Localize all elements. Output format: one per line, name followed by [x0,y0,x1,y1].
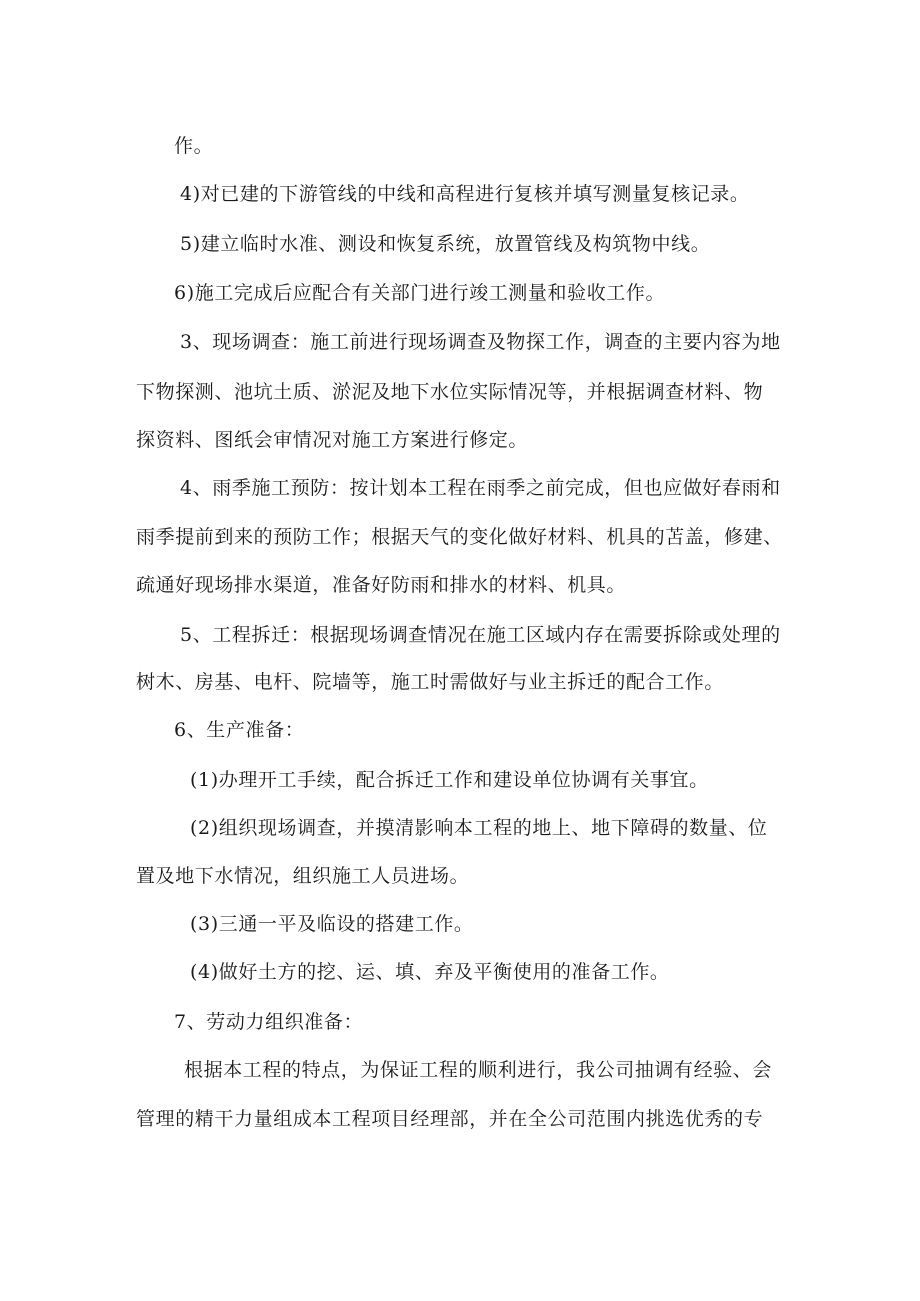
text-line-1: 作。 [174,135,214,157]
text-line-8: 4、雨季施工预防：按计划本工程在雨季之前完成，但也应做好春雨和 [180,477,781,499]
text-line-14: (1)办理开工手续，配合拆迁工作和建设单位协调有关事宜。 [190,769,709,791]
text-line-10: 疏通好现场排水渠道，准备好防雨和排水的材料、机具。 [136,574,627,596]
text-line-17: (3)三通一平及临设的搭建工作。 [190,913,474,935]
text-line-18: (4)做好土方的挖、运、填、弃及平衡使用的准备工作。 [190,961,670,983]
text-line-20: 根据本工程的特点，为保证工程的顺利进行，我公司抽调有经验、会 [184,1059,773,1081]
text-line-13: 6、生产准备： [174,719,305,741]
text-line-6: 下物探测、池坑土质、淤泥及地下水位实际情况等，并根据调查材料、物 [136,381,764,403]
text-line-9: 雨季提前到来的预防工作；根据天气的变化做好材料、机具的苫盖，修建、 [136,526,783,548]
text-line-4: 6)施工完成后应配合有关部门进行竣工测量和验收工作。 [174,282,666,304]
text-line-12: 树木、房基、电杆、院墙等，施工时需做好与业主拆迁的配合工作。 [136,671,725,693]
text-line-11: 5、工程拆迁：根据现场调查情况在施工区域内存在需要拆除或处理的 [180,624,781,646]
text-line-19: 7、劳动力组织准备： [174,1011,364,1033]
text-line-5: 3、现场调查：施工前进行现场调查及物探工作，调查的主要内容为地 [180,331,781,353]
text-line-2: 4)对已建的下游管线的中线和高程进行复核并填写测量复核记录。 [180,183,750,205]
text-line-7: 探资料、图纸会审情况对施工方案进行修定。 [136,429,529,451]
text-line-16: 置及地下水情况，组织施工人员进场。 [136,865,470,887]
text-line-15: (2)组织现场调查，并摸清影响本工程的地上、地下障碍的数量、位 [190,817,768,839]
text-line-3: 5)建立临时水准、测设和恢复系统，放置管线及构筑物中线。 [180,233,711,255]
text-line-21: 管理的精干力量组成本工程项目经理部，并在全公司范围内挑选优秀的专 [136,1108,764,1130]
